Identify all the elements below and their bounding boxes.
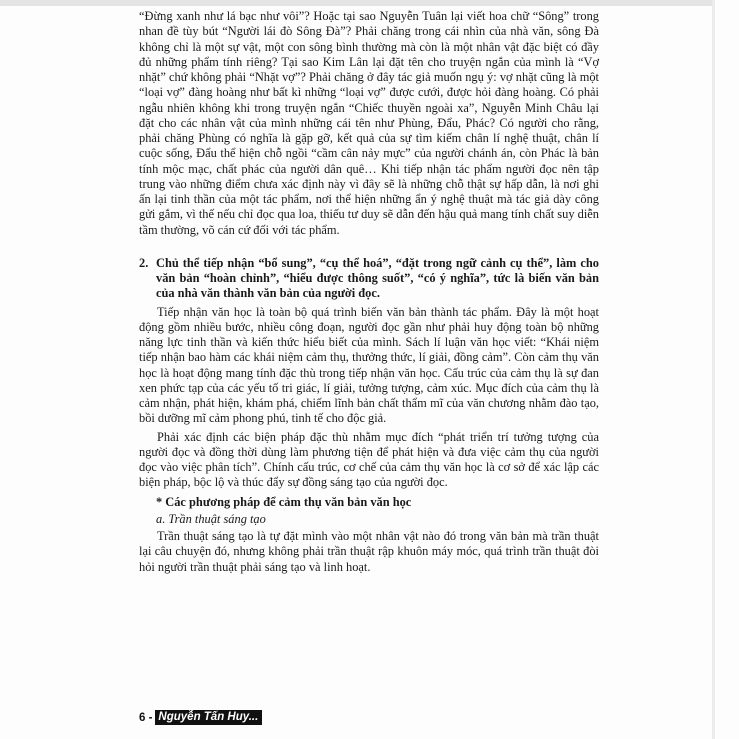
section-spacer [139,238,599,256]
section-number: 2. [139,255,149,270]
paragraph-1: “Đừng xanh như lá bạc như vôi”? Hoặc tại sao Nguyễn Tuân lại viết hoa chữ “Sông” trong nhan đề tùy bút “Người lái đò Sông Đà”? Phải chăng trong cái nhìn của nhà văn, sông Đà không chỉ là một sự vật, một con sông bình thường mà còn là một nhân vật đặc biệt có đầy đủ những phẩm tính riêng? Tại sao Kim Lân lại đặt tên cho truyện ngắn của mình là “Vợ nhặt” chứ không phải “Nhặt vợ”? Phải chăng ở đây tác giả muốn ngụ ý: vợ nhặt cũng là một “loại vợ” đàng hoàng như bất kì những “loại vợ” được cưới, được hỏi đàng hoàng. Có phải ngẫu nhiên không khi trong truyện ngắn “Chiếc thuyền ngoài xa”, Nguyễn Minh Châu lại đặt cho các nhân vật của mình những cái tên như Phùng, Đẩu, Phác? Có người cho rằng, phải chăng Phùng có nghĩa là gặp gỡ, kết quả của sự tìm kiếm chân lí nghệ thuật, chân lí cuộc sống, Đẩu thể hiện chỗ ngồi “cầm cân nảy mực” của người chánh án, còn Phác là bản tính mộc mạc, chất phác của người dân quê… Khi tiếp nhận tác phẩm người đọc nên tập trung vào những điểm chưa xác định này vì đây sẽ là những chỗ thật sự hấp dẫn, là nơi ghi ấn lại tinh thần của một tác phẩm, nơi thể hiện những ẩn ý nghệ thuật mà tác giả dày công gửi gắm, vì thế nếu chỉ đọc qua loa, thiếu tư duy sẽ dẫn đến hậu quả mang tính chất suy diễn tầm thường, võ cán cứ đối với tác phẩm. [139,9,599,237]
paragraph-4: Trần thuật sáng tạo là tự đặt mình vào một nhân vật nào đó trong văn bản mà trần thuật lại câu chuyện đó, nhưng không phải trần thuật rập khuôn máy móc, quá trình trần thuật đòi hỏi người trần thuật phải sáng tạo và linh hoạt. [139,529,599,574]
author-label: Nguyễn Tấn Huy... [155,710,262,725]
page-number: 6 - [139,711,153,724]
right-scan-edge [712,0,715,739]
paragraph-3: Phải xác định các biện pháp đặc thù nhằm mục đích “phát triển trí tưởng tượng của người đọc và đồng thời dùng làm phương tiện để phát hiện và đưa việc cảm thụ của người đọc vào việc phân tích”. Chính cấu trúc, cơ chế của cảm thụ văn học là cơ sở để xác lập các biện pháp, bộc lộ và thúc đẩy sự đồng sáng tạo của người đọc. [139,429,599,490]
page-content [139,9,599,575]
section-heading-text: Chủ thể tiếp nhận “bổ sung”, “cụ thể hoá”, “đặt trong ngữ cảnh cụ thể”, làm cho văn bản “hoàn chỉnh”, “hiểu được thông suốt”, “có ý nghĩa”, tức là biến văn bản của nhà văn thành văn bản của người đọc. [156,255,599,301]
top-scan-edge [0,0,714,6]
subheading-narration: a. Trần thuật sáng tạo [156,511,266,526]
paragraph-2: Tiếp nhận văn học là toàn bộ quá trình biến văn bản thành tác phẩm. Đây là một hoạt động gồm nhiều bước, nhiều công đoạn, người đọc gần như phải huy động toàn bộ những năng lực tinh thần và kiến thức hiểu biết của mình. Sách lí luận văn học viết: “Khái niệm tiếp nhận bao hàm các khái niệm cảm thụ, thưởng thức, lí giải, đồng cảm”. Còn cảm thụ văn học là hoạt động mang tính đặc thù trong tiếp nhận văn học. Cấu trúc của cảm thụ là sự đan xen phức tạp của các yếu tố tri giác, lí giải, tưởng tượng, cảm xúc. Mục đích của cảm thụ là cảm nhận, phát hiện, khám phá, chiếm lĩnh bản chất thẩm mĩ của văn chương nhằm đào tạo, bồi dưỡng mĩ cảm phong phú, tinh tế cho độc giả. [139,304,599,426]
subheading-methods: * Các phương pháp để cảm thụ văn bản văn học [156,494,412,509]
page-footer [139,710,262,725]
section-heading [139,256,599,302]
